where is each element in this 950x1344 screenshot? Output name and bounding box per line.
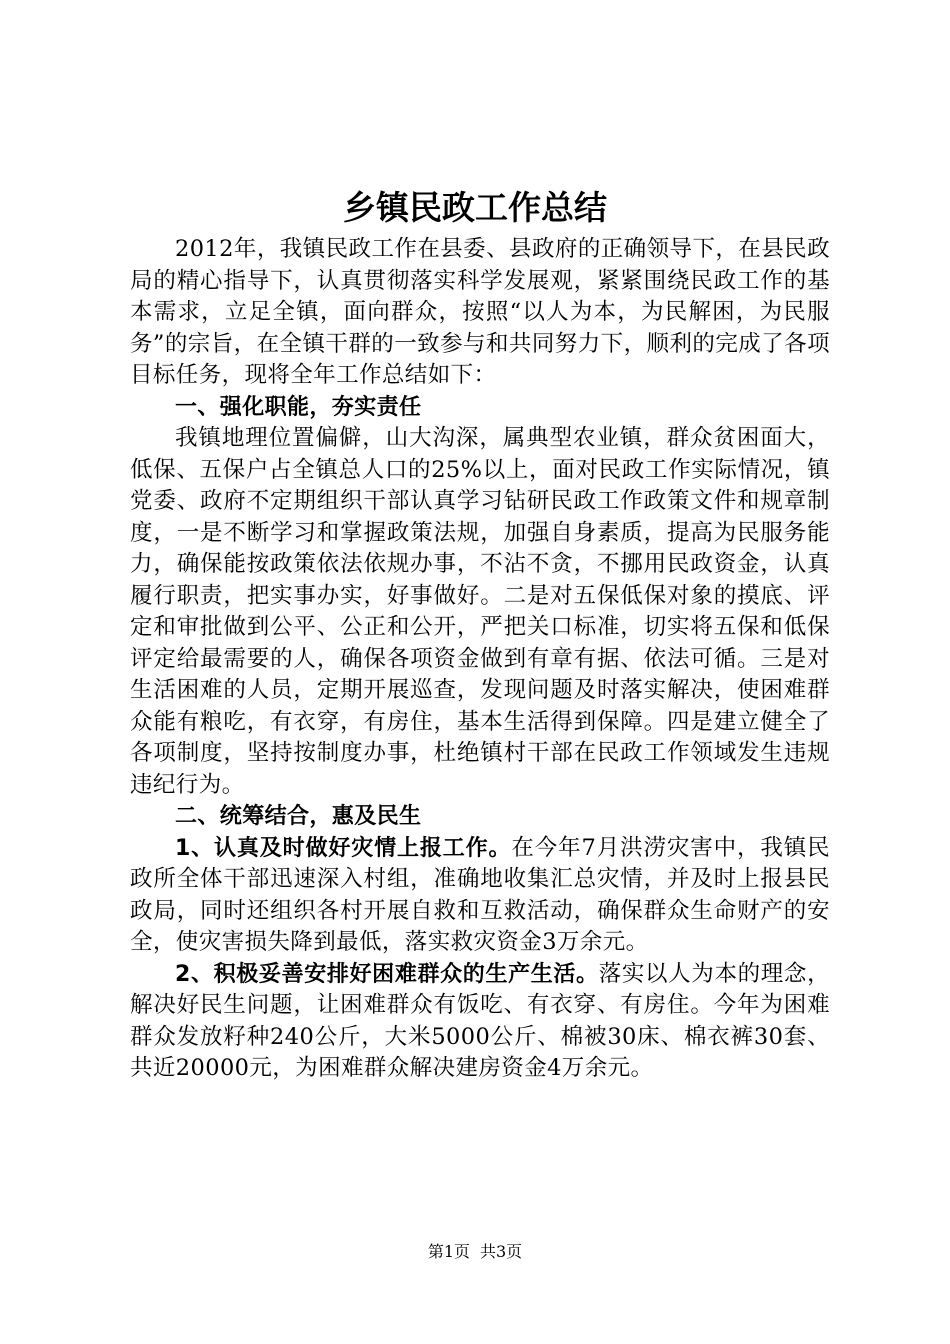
section-1-paragraph: 我镇地理位置偏僻，山大沟深，属典型农业镇，群众贫困面大，低保、五保户占全镇总人口的25%以上，面对民政工作实际情况，镇党委、政府不定期组织干部认真学习钻研民政工作政策文件和规章制度，一是不断学习和掌握政策法规，加强自身素质，提高为民服务能力，确保能按政策依法依规办事，不沾不贪，不挪用民政资金，认真履行职责，把实事办实，好事做好。二是对五保低保对象的摸底、评定和审批做到公平、公正和公开，严把关口标准，切实将五保和低保评定给最需要的人，确保各项资金做到有章有据、依法可循。三是对生活困难的人员，定期开展巡查，发现问题及时落实解决，使困难群众能有粮吃，有衣穿，有房住，基本生活得到保障。四是建立健全了各项制度，坚持按制度办事，杜绝镇村干部在民政工作领域发生违规违纪行为。	[130, 425, 830, 798]
document-title: 乡镇民政工作总结	[343, 188, 607, 227]
section-1-heading: 一、强化职能，夯实责任	[175, 394, 422, 420]
page-footer	[0, 1240, 950, 1264]
item-2-lead: 2、积极妥善安排好困难群众的生产生活。	[175, 961, 599, 987]
item-1-lead: 1、认真及时做好灾情上报工作。	[175, 835, 512, 861]
document-body	[130, 234, 830, 1085]
section-2-item-2	[130, 959, 830, 1085]
item-2-body: 落实以人为本的理念，解决好民生问题，让困难群众有饭吃、有衣穿、有房住。今年为困难群众发放籽种240公斤，大米5000公斤、棉被30床、棉衣裤30套、共近20000元，为困难群众解决建房资金4万余元。	[130, 960, 830, 1081]
section-2-heading: 二、统筹结合，惠及民生	[175, 804, 422, 829]
page-total: 共3页	[480, 1242, 523, 1261]
intro-paragraph: 2012年，我镇民政工作在县委、县政府的正确领导下，在县民政局的精心指导下，认真贯彻落实科学发展观，紧紧围绕民政工作的基本需求，立足全镇，面向群众，按照“以人为本，为民解困，为民服务”的宗旨，在全镇干群的一致参与和共同努力下，顺利的完成了各项目标任务，现将全年工作总结如下：	[130, 236, 830, 388]
page-number: 第1页	[427, 1242, 470, 1261]
section-2-item-1	[130, 833, 830, 959]
item-1-body: 在今年7月洪涝灾害中，我镇民政所全体干部迅速深入村组，准确地收集汇总灾情，并及时上报县民政局，同时还组织各村开展自救和互救活动，确保群众生命财产的安全，使灾害损失降到最低，落实救灾资金3万余元。	[130, 834, 830, 955]
